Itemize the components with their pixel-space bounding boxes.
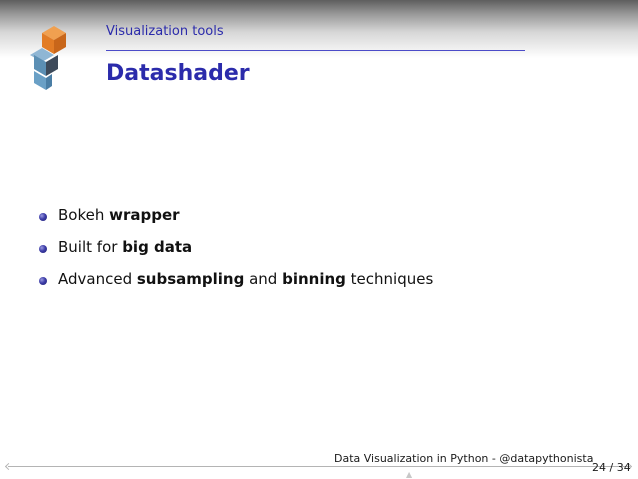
section-title: Visualization tools xyxy=(106,24,224,39)
bullet-dot-icon xyxy=(39,277,47,285)
datashader-logo-icon xyxy=(30,24,70,92)
bullet-plain-text: Built for xyxy=(58,238,123,256)
frame-title: Datashader xyxy=(106,61,250,86)
bullet-item xyxy=(39,206,433,238)
rule-left-tick-icon xyxy=(5,463,12,470)
bullet-text xyxy=(58,238,192,256)
footer-rule xyxy=(8,466,585,467)
header-rule xyxy=(106,50,525,51)
bullet-list xyxy=(39,206,433,302)
footer-text: Data Visualization in Python - @datapythonista xyxy=(334,452,594,465)
bullet-plain-text: and xyxy=(244,270,283,288)
nav-up-triangle-icon[interactable]: ▲ xyxy=(406,470,413,479)
bullet-emphasis: wrapper xyxy=(109,206,180,224)
bullet-item xyxy=(39,238,433,270)
bullet-text xyxy=(58,270,433,288)
bullet-plain-text: Bokeh xyxy=(58,206,110,224)
bullet-text xyxy=(58,206,180,224)
bullet-dot-icon xyxy=(39,213,47,221)
bullet-plain-text: techniques xyxy=(345,270,434,288)
bullet-item xyxy=(39,270,433,302)
bullet-plain-text: Advanced xyxy=(58,270,137,288)
bullet-emphasis: binning xyxy=(282,270,346,288)
bullet-emphasis: big data xyxy=(122,238,193,256)
bullet-emphasis: subsampling xyxy=(136,270,245,288)
bullet-dot-icon xyxy=(39,245,47,253)
page-number: 24 / 34 xyxy=(592,461,631,474)
